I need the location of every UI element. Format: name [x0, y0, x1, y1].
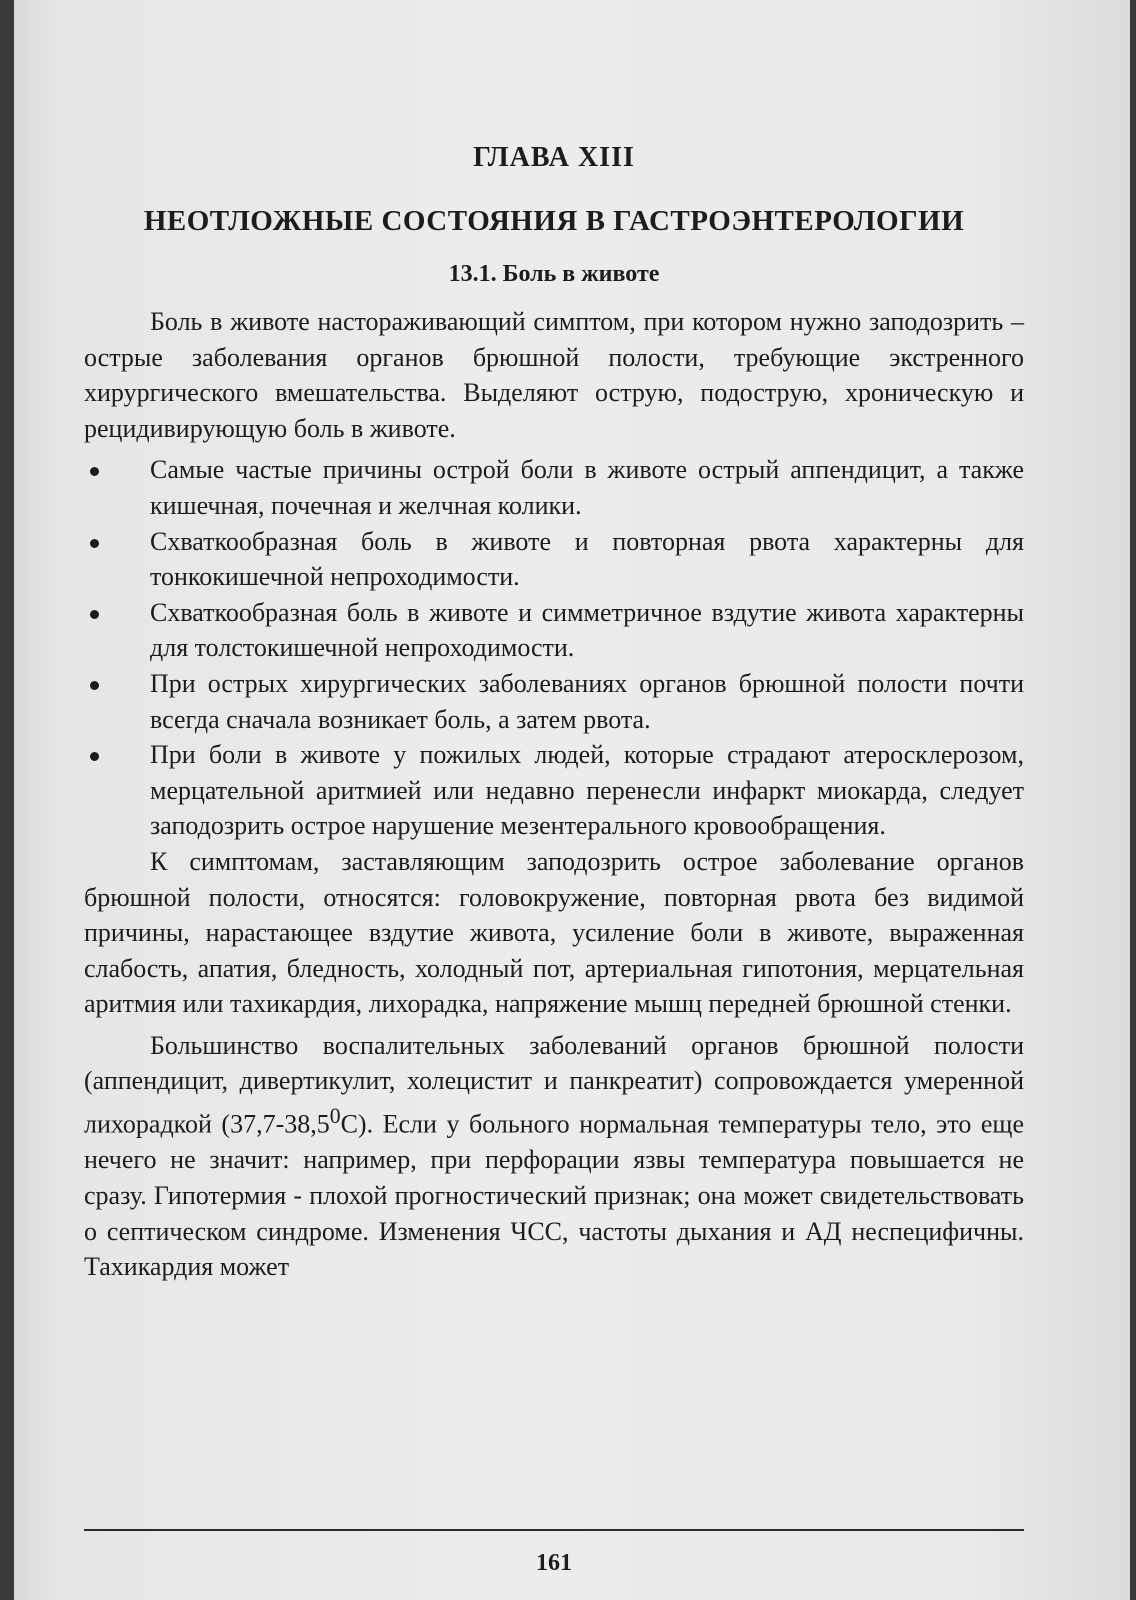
intro-paragraph: Боль в животе настораживающий симптом, при котором нужно заподозрить – острые заболевания органов брюшной полости, требующие экстренного хирургического вмешательства. Выделяют острую, подострую, хроническую и рецидивирующую боль в животе.	[84, 307, 1024, 443]
list-item-text: При острых хирургических заболеваниях органов брюшной полости почти всегда сначала возникает боль, а затем рвота.	[150, 668, 1024, 734]
page-content	[84, 140, 1024, 1285]
section-heading: 13.1. Боль в животе	[448, 261, 660, 287]
list-item-text: Самые частые причины острой боли в животе острый аппендицит, а также кишечная, почечная и желчная колики.	[150, 455, 1024, 520]
list-item	[84, 737, 1024, 844]
bullet-icon	[90, 681, 99, 690]
list-item	[84, 666, 1024, 737]
bullet-icon	[90, 610, 99, 619]
book-page	[14, 0, 1130, 1600]
list-item	[84, 595, 1024, 666]
list-item-text: При боли в животе у пожилых людей, которые страдают атеросклерозом, мерцательной аритмией или недавно перенесли инфаркт миокарда, следует заподозрить острое нарушение мезентерального кровообращения.	[150, 740, 1024, 841]
inflammation-paragraph	[84, 1028, 1024, 1285]
list-item-text: Схваткообразная боль в животе и повторная рвота характерны для тонкокишечной непроходимости.	[150, 526, 1024, 592]
list-item	[84, 524, 1024, 595]
chapter-heading: ГЛАВА XIII	[473, 142, 635, 173]
bullet-icon	[90, 752, 99, 761]
list-item	[84, 452, 1024, 523]
list-item-text: Схваткообразная боль в животе и симметричное вздутие живота характерны для толстокишечной непроходимости.	[150, 597, 1024, 663]
page-number: 161	[536, 1550, 572, 1576]
bullet-list	[84, 452, 1024, 844]
footer-divider	[84, 1529, 1024, 1531]
inflammation-text-start: Большинство воспалительных заболеваний органов брюшной полости (аппендицит, дивертикулит, холецистит и панкреатит) сопровождается умеренной лихорадкой (37,7-38,5	[84, 1030, 1024, 1139]
bullet-icon	[90, 467, 99, 476]
chapter-title: НЕОТЛОЖНЫЕ СОСТОЯНИЯ В ГАСТРОЭНТЕРОЛОГИИ	[143, 205, 965, 237]
symptoms-paragraph: К симптомам, заставляющим заподозрить острое заболевание органов брюшной полости, относятся: головокружение, повторная рвота без видимой причины, нарастающее вздутие живота, усиление боли в животе, выраженная слабость, апатия, бледность, холодный пот, артериальная гипотония, мерцательная аритмия или тахикардия, лихорадка, напряжение мышц передней брюшной стенки.	[84, 846, 1024, 1019]
degree-superscript: 0	[329, 1104, 341, 1129]
inflammation-text-end: С). Если у больного нормальная температуры тело, это еще нечего не значит: например, при перфорации язвы температура повышается не сразу. Гипотермия - плохой прогностический признак; она может свидетельствовать о септическом синдроме. Изменения ЧСС, частоты дыхания и АД неспецифичны. Тахикардия может	[84, 1109, 1024, 1282]
bullet-icon	[90, 539, 99, 548]
